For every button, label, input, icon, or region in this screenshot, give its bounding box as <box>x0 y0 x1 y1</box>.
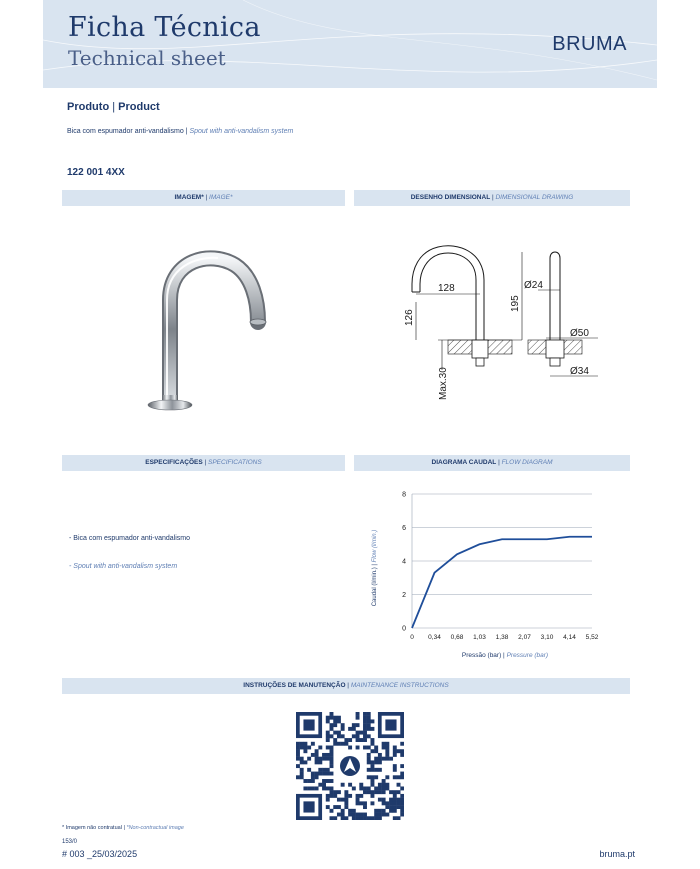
product-heading-pt: Produto <box>67 101 110 113</box>
chart-y-label: Caudal (l/min.) | Flow (l/min.) <box>372 529 378 607</box>
specs-section-bar: ESPECIFICAÇÕES | SPECIFICATIONS <box>62 455 345 471</box>
flow-section-bar: DIAGRAMA CAUDAL | FLOW DIAGRAM <box>354 455 630 471</box>
maintenance-section-bar: INSTRUÇÕES DE MANUTENÇÃO | MAINTENANCE INSTRUCTIONS <box>62 678 630 694</box>
chart-series-line <box>412 537 592 628</box>
product-code: 122 001 4XX <box>67 167 125 178</box>
chart-y-label-pt: Caudal (l/min.) <box>372 567 378 607</box>
chart-x-tick-label: 5,52 <box>585 634 599 641</box>
chart-y-label-en: Flow (l/min.) <box>372 529 378 563</box>
footnote-pt: * Imagem não contratual <box>62 825 122 831</box>
maint-bar-pt: INSTRUÇÕES DE MANUTENÇÃO <box>243 682 346 689</box>
chart-x-label-pt: Pressão (bar) <box>461 652 502 659</box>
dim-d34: Ø34 <box>570 366 589 377</box>
dim-d50: Ø50 <box>570 328 589 339</box>
product-image <box>140 240 280 420</box>
chart-y-tick-label: 2 <box>402 592 406 599</box>
dim-d24: Ø24 <box>524 280 543 291</box>
specs-bar-en: SPECIFICATIONS <box>208 459 262 466</box>
page-code: 153/0 <box>62 839 78 845</box>
image-section-bar: IMAGEM* | IMAGE* <box>62 190 345 206</box>
specs-bar-pt: ESPECIFICAÇÕES <box>145 459 203 466</box>
sheet-subtitle: Technical sheet <box>68 46 226 70</box>
dim-126: 126 <box>404 309 415 326</box>
dim-195: 195 <box>510 295 521 312</box>
footnote: * Imagem não contratual | *Non-contractual image <box>62 825 184 831</box>
image-bar-pt: IMAGEM* <box>174 194 204 201</box>
product-desc-en: Spout with anti-vandalism system <box>189 128 294 135</box>
sheet-title: Ficha Técnica <box>68 12 261 43</box>
header-banner <box>43 0 657 88</box>
flow-bar-en: FLOW DIAGRAM <box>501 459 553 466</box>
chart-x-tick-label: 3,10 <box>540 634 554 641</box>
chart-x-tick-label: 0,34 <box>428 634 441 641</box>
flow-bar-pt: DIAGRAMA CAUDAL <box>431 459 497 466</box>
chart-x-tick-label: 1,38 <box>495 634 509 641</box>
maint-bar-en: MAINTENANCE INSTRUCTIONS <box>350 682 449 689</box>
chart-x-tick-label: 1,03 <box>473 634 486 641</box>
image-bar-en: IMAGE* <box>209 194 233 201</box>
chart-x-tick-label: 4,14 <box>563 634 576 641</box>
brand-logo: BRUMA <box>552 33 627 55</box>
spec-item-en: - Spout with anti-vandalism system <box>69 563 178 570</box>
qr-code[interactable] <box>296 712 404 820</box>
drawing-bar-pt: DESENHO DIMENSIONAL <box>410 194 491 201</box>
spec-item-pt: - Bica com espumador anti-vandalismo <box>69 535 190 542</box>
chart-x-label-en: Pressure (bar) <box>506 652 549 659</box>
product-description: Bica com espumador anti-vandalismo | Spout with anti-vandalism system <box>67 128 294 135</box>
website-link[interactable]: bruma.pt <box>599 849 635 859</box>
product-heading: Produto | Product <box>67 101 160 113</box>
chart-grid <box>412 494 592 628</box>
flow-chart <box>354 480 630 665</box>
drawing-section-bar: DESENHO DIMENSIONAL | DIMENSIONAL DRAWING <box>354 190 630 206</box>
chart-x-ticks <box>410 634 599 641</box>
chart-y-tick-label: 4 <box>402 558 406 566</box>
dim-max30: Max.30 <box>438 367 449 400</box>
chart-x-tick-label: 0,68 <box>450 634 464 641</box>
chart-y-tick-label: 0 <box>402 625 406 633</box>
chart-y-ticks <box>402 492 406 633</box>
drawing-bar-en: DIMENSIONAL DRAWING <box>495 194 574 201</box>
product-heading-en: Product <box>118 101 160 113</box>
chart-y-tick-label: 8 <box>402 491 406 499</box>
document-number: # 003 _25/03/2025 <box>62 849 138 859</box>
footnote-en: *Non-contractual image <box>126 825 184 831</box>
dim-128: 128 <box>438 283 455 294</box>
chart-x-tick-label: 0 <box>410 634 414 641</box>
chart-x-label: Pressão (bar) | Pressure (bar) <box>461 652 549 659</box>
chart-y-tick-label: 6 <box>402 525 406 532</box>
product-desc-pt: Bica com espumador anti-vandalismo <box>67 128 184 135</box>
chart-x-tick-label: 2,07 <box>518 634 531 641</box>
dimensional-drawing <box>398 240 608 410</box>
